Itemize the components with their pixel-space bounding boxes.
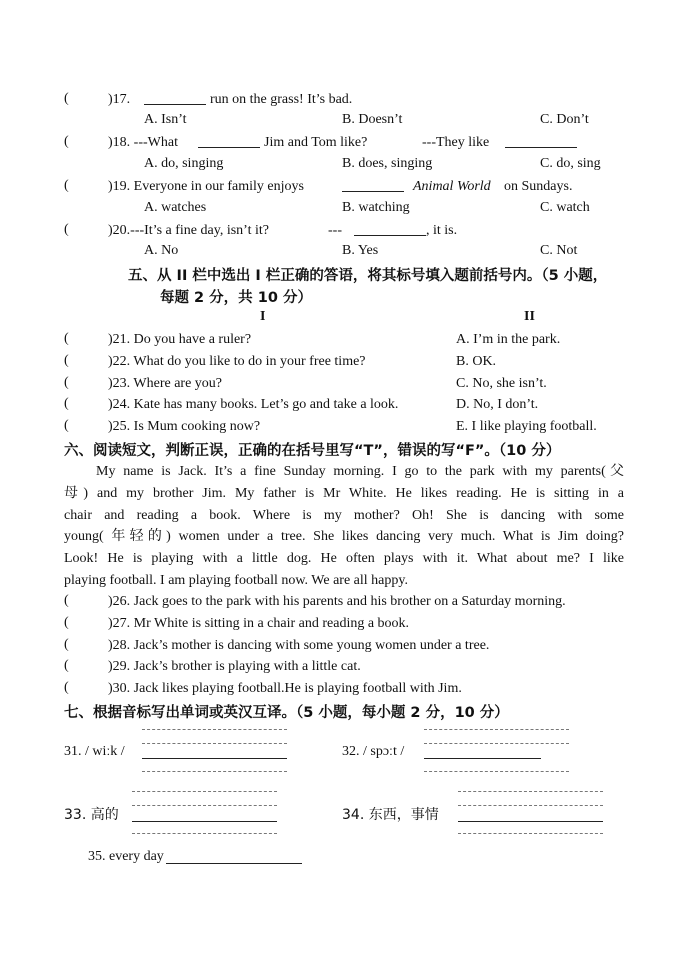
writing-guide: [132, 791, 277, 792]
answer-blank[interactable]: [505, 134, 577, 148]
question-20-number: )20.---It’s a fine day, isn’t it?: [108, 223, 269, 238]
answer-paren: (: [64, 375, 69, 390]
answer-paren: (: [64, 418, 69, 433]
answer-blank[interactable]: [354, 222, 426, 236]
answer-paren: (: [64, 396, 69, 411]
question-31: 31. / wiːk /: [64, 744, 125, 759]
answer-line[interactable]: [132, 821, 277, 822]
question-17-text: run on the grass! It’s bad.: [210, 92, 353, 107]
tf-question: )28. Jack’s mother is dancing with some young women under a tree.: [108, 638, 490, 653]
tf-question: )27. Mr White is sitting in a chair and reading a book.: [108, 616, 410, 631]
answer-paren: (: [64, 615, 69, 630]
matching-answer: E. I like playing football.: [456, 419, 597, 434]
answer-paren: (: [64, 91, 69, 106]
writing-guide: [424, 729, 569, 730]
answer-paren: (: [64, 593, 69, 608]
answer-paren: (: [64, 178, 69, 193]
answer-paren: (: [64, 222, 69, 237]
question-32: 32. / spɔːt /: [342, 744, 405, 759]
option-a: A. Isn’t: [144, 112, 187, 127]
answer-paren: (: [64, 637, 69, 652]
passage-line: Look! He is playing with a little dog. He often plays with it. What about me? I like: [64, 551, 624, 567]
passage-line: My name is Jack. It’s a fine Sunday morning. I go to the park with my parents(父: [96, 464, 624, 479]
answer-paren: (: [64, 331, 69, 346]
matching-question: )23. Where are you?: [108, 376, 223, 391]
writing-guide: [458, 805, 603, 806]
option-a: A. No: [144, 243, 179, 258]
question-20-reply: ---: [328, 223, 342, 238]
matching-question: )24. Kate has many books. Let’s go and take a look.: [108, 397, 399, 412]
column-ii-header: II: [524, 309, 535, 324]
option-a: A. watches: [144, 200, 207, 215]
answer-line[interactable]: [424, 758, 541, 759]
question-18-text: Jim and Tom like?: [264, 135, 368, 150]
option-c: C. Not: [540, 243, 578, 258]
section-5-title-cont: 每题 2 分，共 10 分）: [160, 290, 312, 306]
passage-line: 母) and my brother Jim. My father is Mr White. He likes reading. He is sitting in a: [64, 485, 624, 501]
answer-line[interactable]: [166, 863, 302, 864]
question-18-number: )18. ---What: [108, 135, 178, 150]
passage-line: young( 年轻的) women under a tree. She likes dancing very much. What is Jim doing?: [64, 529, 624, 545]
tf-question: )30. Jack likes playing football.He is playing football with Jim.: [108, 681, 462, 696]
matching-answer: B. OK.: [456, 354, 497, 369]
option-c: C. Don’t: [540, 112, 589, 127]
writing-guide: [132, 833, 277, 834]
matching-question: )22. What do you like to do in your free time?: [108, 354, 366, 369]
tf-question: )26. Jack goes to the park with his parents and his brother on a Saturday morning.: [108, 594, 566, 609]
writing-guide: [458, 791, 603, 792]
option-b: B. Doesn’t: [342, 112, 403, 127]
section-7-title: 七、根据音标写出单词或英汉互译。（5 小题，每小题 2 分，10 分）: [64, 705, 509, 721]
writing-guide: [424, 743, 569, 744]
question-19-text: on Sundays.: [504, 179, 573, 194]
writing-guide: [142, 729, 287, 730]
writing-guide: [142, 771, 287, 772]
option-c: C. watch: [540, 200, 590, 215]
matching-question: )25. Is Mum cooking now?: [108, 419, 261, 434]
option-a: A. do, singing: [144, 156, 224, 171]
passage-line: playing football. I am playing football now. We are all happy.: [64, 572, 408, 588]
answer-paren: (: [64, 680, 69, 695]
writing-guide: [132, 805, 277, 806]
option-b: B. watching: [342, 200, 410, 215]
answer-blank[interactable]: [198, 134, 260, 148]
answer-blank[interactable]: [342, 178, 404, 192]
writing-guide: [458, 833, 603, 834]
column-i-header: I: [260, 309, 266, 324]
writing-guide: [142, 743, 287, 744]
passage-line: chair and reading a book. Where is my mother? Oh! She is dancing with some: [64, 507, 624, 523]
option-c: C. do, sing: [540, 156, 601, 171]
option-b: B. does, singing: [342, 156, 433, 171]
question-18-reply: ---They like: [422, 135, 490, 150]
section-6-title: 六、阅读短文，判断正误，正确的在括号里写“T”，错误的写“F”。（10 分）: [64, 443, 561, 459]
matching-answer: D. No, I don’t.: [456, 397, 539, 412]
matching-answer: A. I’m in the park.: [456, 332, 561, 347]
question-19-title: Animal World: [413, 179, 491, 194]
answer-paren: (: [64, 658, 69, 673]
answer-paren: (: [64, 353, 69, 368]
answer-line[interactable]: [458, 821, 603, 822]
question-34: 34. 东西，事情: [342, 807, 439, 823]
answer-line[interactable]: [142, 758, 287, 759]
matching-answer: C. No, she isn’t.: [456, 376, 547, 391]
section-5-title: 五、从 II 栏中选出 I 栏正确的答语，将其标号填入题前括号内。（5 小题，: [128, 268, 608, 284]
answer-paren: (: [64, 134, 69, 149]
question-17-number: )17.: [108, 92, 131, 107]
answer-blank[interactable]: [144, 91, 206, 105]
matching-question: )21. Do you have a ruler?: [108, 332, 252, 347]
question-35: 35. every day: [88, 849, 164, 864]
option-b: B. Yes: [342, 243, 379, 258]
question-20-text: , it is.: [426, 223, 458, 238]
question-33: 33. 高的: [64, 807, 119, 823]
question-19-number: )19. Everyone in our family enjoys: [108, 179, 304, 194]
tf-question: )29. Jack’s brother is playing with a little cat.: [108, 659, 361, 674]
writing-guide: [424, 771, 569, 772]
reading-passage: [64, 461, 624, 592]
